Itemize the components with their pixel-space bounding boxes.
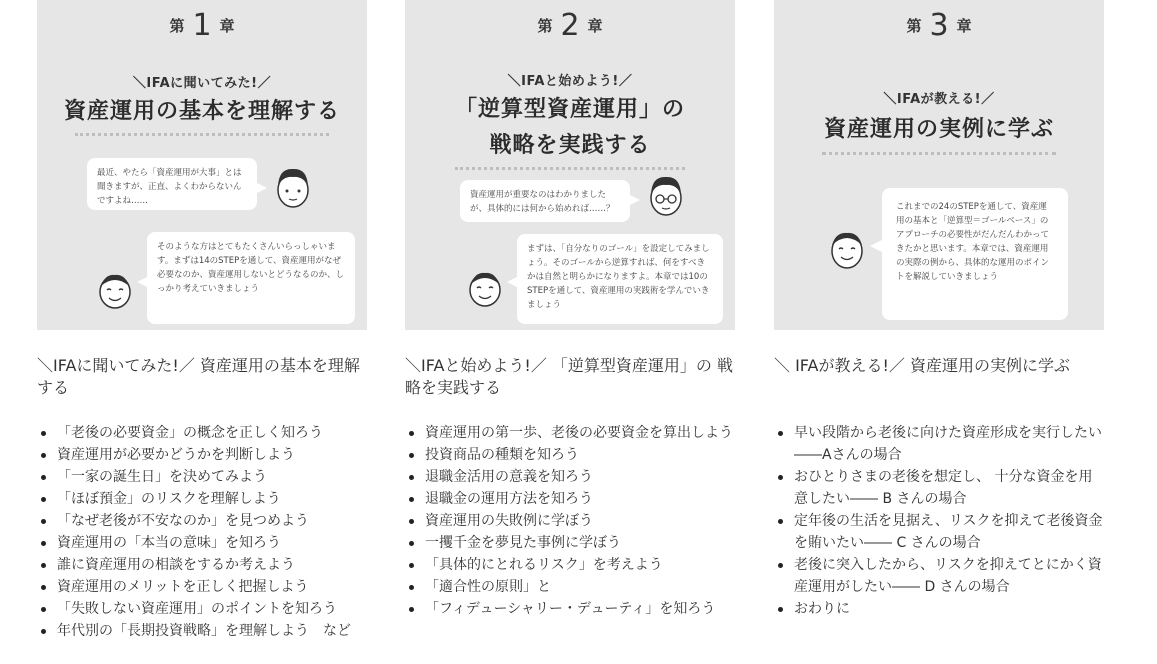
list-item: 「一家の誕生日」を決めてみよう xyxy=(37,466,367,488)
chapter-3-title: 資産運用の実例に学ぶ xyxy=(823,117,1054,142)
list-item: 誰に資産運用の相談をするか考えよう xyxy=(37,554,367,576)
chapter-prefix: 第 xyxy=(906,17,922,35)
chapter-1-number xyxy=(37,8,367,43)
bubble-tail xyxy=(137,276,149,288)
speech-bubble-question: 最近、やたら「資産運用が大事」とは聞きますが、正直、よくわからないんですよね…… xyxy=(87,158,257,210)
chapter-prefix: 第 xyxy=(169,17,185,35)
bubble-tail xyxy=(870,240,882,252)
young-man-glasses-avatar-icon xyxy=(645,172,687,218)
bubble-tail xyxy=(507,276,519,288)
list-item: 年代別の「長期投資戦略」を理解しよう など xyxy=(37,620,367,642)
advisor-avatar-icon xyxy=(465,266,505,310)
list-item: 「フィデューシャリー・デューティ」を知ろう xyxy=(405,598,735,620)
chapter-1-topic-list xyxy=(37,422,367,642)
chapter-2-column xyxy=(405,0,735,617)
list-item: 「適合性の原則」と xyxy=(405,576,735,598)
chapter-3-heading: ＼ IFAが教える!／ 資産運用の実例に学ぶ xyxy=(774,356,1070,375)
list-item: おひとりさまの老後を想定し、 十分な資金を用意したい―― B さんの場合 xyxy=(774,466,1104,510)
list-item: 資産運用が必要かどうかを判断しよう xyxy=(37,444,367,466)
list-item: 「ほぼ預金」のリスクを理解しよう xyxy=(37,488,367,510)
young-man-avatar-icon xyxy=(273,164,313,210)
speech-bubble-explanation: これまでの24のSTEPを通して、資産運用の基本と「逆算型＝ゴールベース」のアプローチの必要性がだんだんわかってきたかと思います。本章では、資産運用の実際の例から、具体的な運用のポイントを解説していきましょう xyxy=(882,188,1068,320)
speech-bubble-question: 資産運用が重要なのはわかりましたが、具体的には何から始めれば……？ xyxy=(460,180,630,222)
chapter-3-number xyxy=(774,8,1104,43)
bubble-tail xyxy=(628,194,640,206)
chapter-2-number xyxy=(405,8,735,43)
chapter-2-topic-list xyxy=(405,422,735,620)
chapter-suffix: 章 xyxy=(956,17,972,35)
list-item: 早い段階から老後に向けた資産形成を実行したい――Aさんの場合 xyxy=(774,422,1104,466)
advisor-avatar-icon xyxy=(95,268,135,312)
speech-bubble-answer: そのような方はとてもたくさんいらっしゃいます。まずは14のSTEPを通して、資産運用がなぜ必要なのか、資産運用しないとどうなるのか、しっかり考えていきましょう xyxy=(147,232,355,324)
title-underline xyxy=(455,167,685,170)
chapter-3-topic-list xyxy=(774,422,1104,620)
list-item: 資産運用のメリットを正しく把握しよう xyxy=(37,576,367,598)
chapter-3-card-image[interactable] xyxy=(774,0,1104,330)
chapter-num: 2 xyxy=(560,8,580,43)
chapter-2-card-image[interactable] xyxy=(405,0,735,330)
chapter-1-tagline: ＼IFAに聞いてみた!／ xyxy=(132,76,272,91)
chapter-1-column xyxy=(37,0,367,639)
chapter-num: 1 xyxy=(192,8,212,43)
chapter-prefix: 第 xyxy=(537,17,553,35)
list-item: 老後に突入したから、リスクを抑えてとにかく資産運用がしたい―― D さんの場合 xyxy=(774,554,1104,598)
title-underline xyxy=(75,133,329,136)
chapter-1-heading: ＼IFAに聞いてみた!／ 資産運用の基本を理解する xyxy=(37,356,360,397)
list-item: 「なぜ老後が不安なのか」を見つめよう xyxy=(37,510,367,532)
list-item: 「老後の必要資金」の概念を正しく知ろう xyxy=(37,422,367,444)
title-underline xyxy=(822,152,1056,155)
list-item: 定年後の生活を見据え、リスクを抑えて老後資金を賄いたい―― C さんの場合 xyxy=(774,510,1104,554)
list-item: 退職金活用の意義を知ろう xyxy=(405,466,735,488)
chapter-suffix: 章 xyxy=(219,17,235,35)
chapter-2-tagline: ＼IFAと始めよう!／ xyxy=(507,74,633,89)
chapter-2-heading: ＼IFAと始めよう!／ 「逆算型資産運用」の 戦略を実践する xyxy=(405,356,733,397)
chapter-suffix: 章 xyxy=(587,17,603,35)
chapter-1-card-image[interactable] xyxy=(37,0,367,330)
list-item: 資産運用の失敗例に学ぼう xyxy=(405,510,735,532)
list-item: 資産運用の第一歩、老後の必要資金を算出しよう xyxy=(405,422,735,444)
chapter-num: 3 xyxy=(929,8,949,43)
list-item: 投資商品の種類を知ろう xyxy=(405,444,735,466)
bubble-tail xyxy=(255,182,267,194)
list-item: 退職金の運用方法を知ろう xyxy=(405,488,735,510)
chapter-3-tagline: ＼IFAが教える!／ xyxy=(883,92,995,107)
speech-bubble-answer: まずは、「自分なりのゴール」を設定してみましょう。そのゴールから逆算すれば、何をすべきかは自然と明らかになりますよ。本章では10のSTEPを通して、資産運用の実践術を学んでいきましょう xyxy=(517,234,723,324)
list-item: おわりに xyxy=(774,598,1104,620)
chapter-2-title-line-1: 「逆算型資産運用」の xyxy=(454,97,685,122)
list-item: 「具体的にとれるリスク」を考えよう xyxy=(405,554,735,576)
chapter-2-title-line-2: 戦略を実践する xyxy=(489,133,651,158)
advisor-avatar-icon xyxy=(826,226,868,272)
list-item: 資産運用の「本当の意味」を知ろう xyxy=(37,532,367,554)
list-item: 一攫千金を夢見た事例に学ぼう xyxy=(405,532,735,554)
chapter-1-title: 資産運用の基本を理解する xyxy=(63,99,340,124)
chapter-3-column xyxy=(774,0,1104,617)
list-item: 「失敗しない資産運用」のポイントを知ろう xyxy=(37,598,367,620)
